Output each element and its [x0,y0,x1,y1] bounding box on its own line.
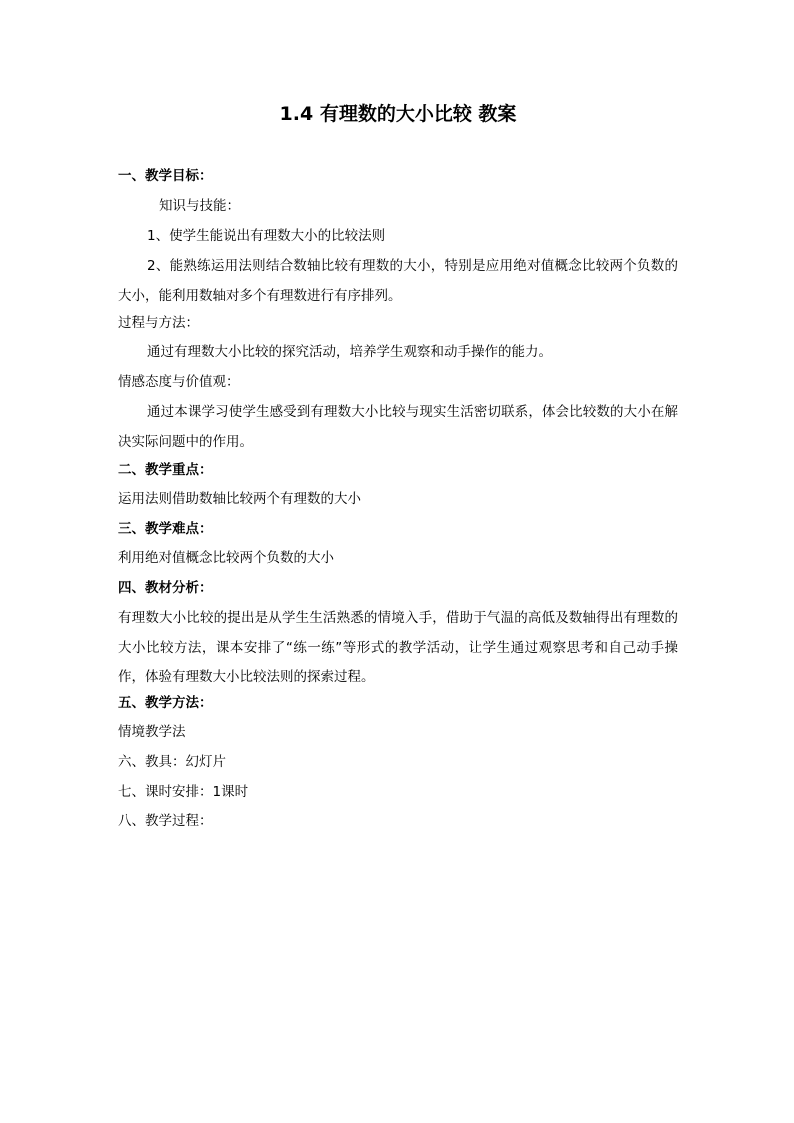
section-key-points-heading: 二、教学重点： [118,462,213,478]
teaching-methods-text: 情境教学法 [118,724,186,740]
section-class-hours: 七、课时安排：1课时 [118,784,249,800]
key-points-text: 运用法则借助数轴比较两个有理数的大小 [118,491,361,507]
knowledge-skills-heading: 知识与技能： [159,198,240,214]
objective-item-2: 2、能熟练运用法则结合数轴比较有理数的大小，特别是应用绝对值概念比较两个负数的大小，能利用数轴对多个有理数进行有序排列。 [118,258,678,304]
difficulties-text: 利用绝对值概念比较两个负数的大小 [118,550,334,566]
attitude-values-text: 通过本课学习使学生感受到有理数大小比较与现实生活密切联系，体会比较数的大小在解决实际问题中的作用。 [118,404,678,450]
section-teaching-objectives-heading: 一、教学目标： [118,168,213,184]
section-teaching-methods-heading: 五、教学方法： [118,695,213,711]
objective-item-1: 1、使学生能说出有理数大小的比较法则 [147,228,386,244]
process-method-heading: 过程与方法： [118,315,199,331]
document-title: 1.4 有理数的大小比较 教案 [279,103,517,125]
section-teaching-aids: 六、教具：幻灯片 [118,754,226,770]
material-analysis-text: 有理数大小比较的提出是从学生生活熟悉的情境入手，借助于气温的高低及数轴得出有理数的大小比较方法，课本安排了“练一练”等形式的教学活动，让学生通过观察思考和自己动手操作，体验有理数大小比较法则的探索过程。 [118,610,678,685]
attitude-values-heading: 情感态度与价值观： [118,374,240,390]
section-teaching-process: 八、教学过程： [118,813,213,829]
process-method-text: 通过有理数大小比较的探究活动，培养学生观察和动手操作的能力。 [147,344,552,360]
section-material-analysis-heading: 四、教材分析： [118,580,213,596]
section-difficulties-heading: 三、教学难点： [118,521,213,537]
